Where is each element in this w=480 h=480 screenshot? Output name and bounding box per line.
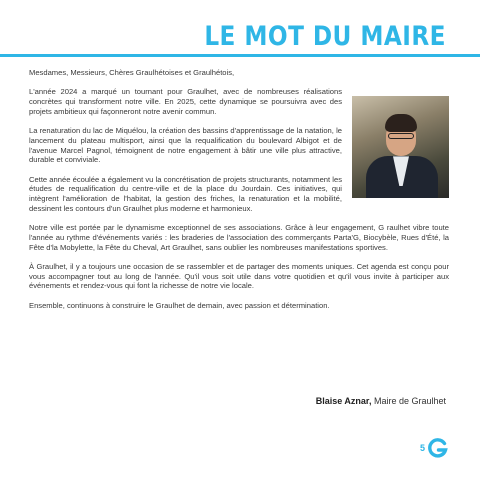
paragraph-5: À Graulhet, il y a toujours une occasion de se rassembler et de partager des moments uniques. Cet agenda est conçu pour vous accompagner tout au long de l'année. Qu'il vous soit utile dans votre quotidien et qu'il vous invite à participer aux événements et rendez-vous qui font la richesse de notre vie locale. bbox=[29, 261, 449, 291]
mayor-portrait-photo bbox=[352, 96, 449, 198]
title-underline bbox=[0, 54, 480, 57]
paragraph-2: La renaturation du lac de Miquélou, la création des bassins d'apprentissage de la natation, le lancement du plateau multisport, ainsi que la requalification du boulevard Albigot et de l'avenue Marcel Pagnol, témoignent de notre engagement à bâtir une ville plus attractive, durable et conviviale. bbox=[29, 126, 342, 165]
letter-body bbox=[29, 68, 449, 320]
page-footer bbox=[420, 438, 448, 458]
page-title: LE MOT DU MAIRE bbox=[204, 21, 446, 52]
paragraph-3: Cette année écoulée a également vu la concrétisation de projets structurants, notamment les études de requalification du centre-ville et de la place du Jourdain. Ces initiatives, qui intègrent l'amélioration de l'habitat, la gestion des friches, la renaturation et la mobilité, dessinent les contours d'un Graulhet plus moderne et harmonieux. bbox=[29, 174, 342, 213]
paragraph-6: Ensemble, continuons à construire le Graulhet de demain, avec passion et détermination. bbox=[29, 300, 330, 310]
graulhet-g-logo-icon bbox=[428, 438, 448, 458]
paragraph-1: L'année 2024 a marqué un tournant pour Graulhet, avec de nombreuses réalisations concrètes qui transforment notre ville. En 2025, cette dynamique se poursuivra avec des projets ambitieux qui façonneront notre avenir commun. bbox=[29, 87, 342, 116]
signature-role: Maire de Graulhet bbox=[371, 396, 446, 406]
paragraph-4: Notre ville est portée par le dynamisme exceptionnel de ses associations. Grâce à leur engagement, G raulhet vibre toute l'année au rythme d'événements variés : les braderies de l'association des commerçants Parta'G, Biocybèle, Rues d'Été, la Fête d'la Mobylette, la Fête du Cheval, Art Graulhet, sans oublier les nombreuses manifestations sportives. bbox=[29, 223, 449, 252]
page-number: 5 bbox=[419, 443, 425, 453]
salutation: Mesdames, Messieurs, Chères Graulhétoises et Graulhétois, bbox=[29, 68, 235, 77]
signature-name: Blaise Aznar, bbox=[315, 396, 372, 406]
signature bbox=[316, 396, 446, 406]
